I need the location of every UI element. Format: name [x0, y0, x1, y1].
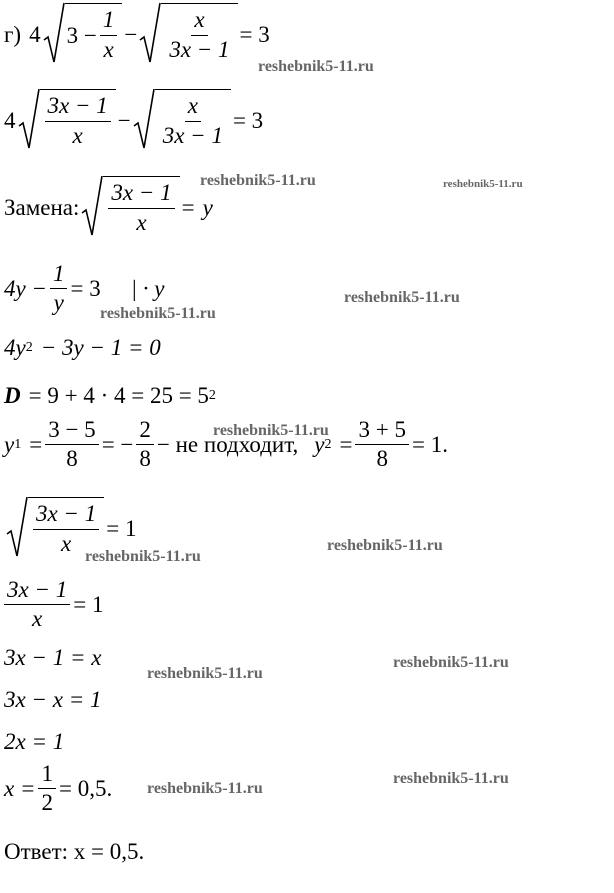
item-label: г): [4, 21, 22, 47]
equation-line-8: $\frac{3x - 1}{x}$ = 1: [4, 496, 136, 560]
sqrt-expression: [81, 175, 179, 239]
sqrt-expression: [18, 88, 116, 152]
coefficient: 4: [29, 21, 41, 47]
fraction: $\frac{3x - 1}{x}$: [108, 181, 174, 234]
fraction: $\frac{x}{3x - 1}$: [169, 7, 230, 62]
watermark: reshebnik5-11.ru: [393, 654, 509, 671]
watermark: reshebnik5-11.ru: [393, 770, 509, 787]
fraction: $\frac{1}{x}$: [100, 8, 118, 61]
fraction: $\frac{3x - 1}{x}$: [45, 94, 111, 147]
discriminant-line: D = 9 + 4 · 4 = 25 = 5 2: [4, 383, 216, 408]
fraction: $\frac{3x - 1}{x}$: [33, 502, 99, 555]
radical-sign: [6, 496, 28, 560]
equation-line-1: г) 4 3 − $\frac{1}{x}$ − $\frac{x}{3x - 1}$ = 3: [4, 2, 270, 66]
sqrt-expression: [133, 88, 231, 152]
radical-sign: [18, 88, 40, 152]
radical-sign: [133, 88, 155, 152]
substitution-line: Замена: $\frac{3x - 1}{x}$ = y: [4, 175, 213, 239]
watermark: reshebnik5-11.ru: [443, 178, 523, 190]
equation-line-4: 4y − $\frac{1}{y}$ = 3 | · y: [4, 261, 165, 316]
watermark: reshebnik5-11.ru: [213, 422, 329, 439]
fraction: $\frac{3 - 5}{8}$: [45, 418, 98, 471]
fraction: $\frac{2}{8}$: [136, 418, 154, 471]
fraction: $\frac{3 + 5}{8}$: [355, 418, 408, 471]
fraction: $\frac{1}{y}$: [50, 262, 68, 315]
watermark: reshebnik5-11.ru: [147, 780, 263, 797]
equation-line-11: 3x − x = 1: [4, 687, 102, 712]
watermark: reshebnik5-11.ru: [85, 548, 201, 565]
watermark: reshebnik5-11.ru: [258, 58, 374, 75]
watermark: reshebnik5-11.ru: [147, 665, 263, 682]
equation-line-12: 2x = 1: [4, 729, 65, 754]
radical-sign: [43, 2, 65, 66]
solution-line: x = $\frac{1}{2}$ = 0,5.: [4, 761, 113, 816]
watermark: reshebnik5-11.ru: [344, 289, 460, 306]
watermark: reshebnik5-11.ru: [327, 537, 443, 554]
answer-line: Ответ: x = 0,5.: [4, 839, 145, 864]
watermark: reshebnik5-11.ru: [200, 172, 316, 189]
roots-line: y 1 = $\frac{3 - 5}{8}$ = − $\frac{2}{8}$ − не подходит, y 2 = $\frac{3 + 5}{8}$ = 1.: [4, 417, 448, 472]
equation-line-2: 4 $\frac{3x - 1}{x}$ − $\frac{x}{3x - 1}$ = 3: [4, 88, 263, 152]
sqrt-expression: [139, 2, 237, 66]
fraction: $\frac{x}{3x - 1}$: [162, 93, 223, 148]
equation-line-10: 3x − 1 = x: [4, 645, 102, 670]
fraction: $\frac{3x - 1}{x}$: [4, 578, 70, 631]
fraction: $\frac{1}{2}$: [38, 762, 56, 815]
sqrt-expression: 3 − $\frac{1}{x}$: [43, 2, 123, 66]
watermark: reshebnik5-11.ru: [100, 305, 216, 322]
radical-sign: [81, 175, 103, 239]
quadratic-equation: 4y 2 − 3y − 1 = 0: [4, 335, 161, 360]
radical-sign: [139, 2, 161, 66]
equation-line-9: $\frac{3x - 1}{x}$ = 1: [4, 578, 103, 631]
